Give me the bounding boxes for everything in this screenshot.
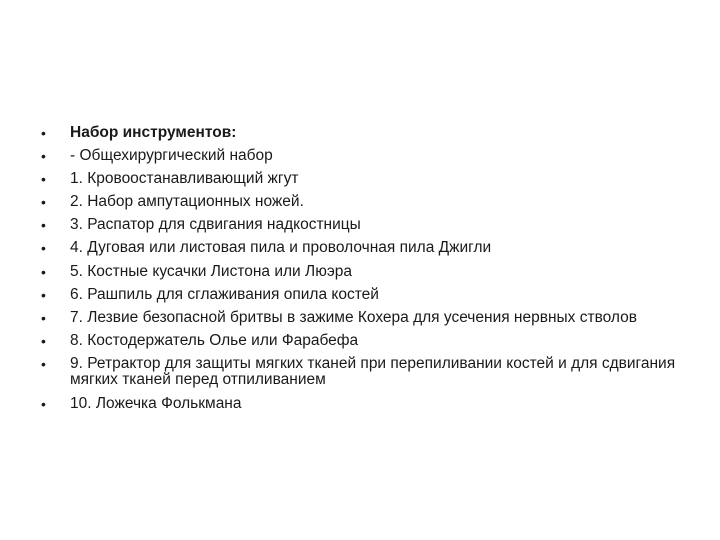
list-item [41,125,681,142]
list-item [41,310,681,327]
list-item-text: 9. Ретрактор для защиты мягких тканей при перепиливании костей и для сдвигания мягких тканей перед отпиливанием [70,354,676,389]
list-item-text: 6. Рашпиль для сглаживания опила костей [70,285,379,303]
bullet-icon: • [41,148,46,165]
bullet-icon: • [41,240,46,257]
bullet-icon: • [41,286,46,303]
list-item-text: 8. Костодержатель Олье или Фарабефа [70,331,359,349]
bullet-icon: • [41,332,46,349]
list-item-text: 1. Кровоостанавливающий жгут [70,170,299,188]
list-item [41,240,681,257]
list-item [41,333,681,350]
bullet-icon: • [41,309,46,326]
list-item [41,287,681,304]
bullet-icon: • [41,395,46,412]
list-item [41,264,681,281]
list-item-text: 7. Лезвие безопасной бритвы в зажиме Кохера для усечения нервных стволов [70,308,637,326]
bullet-icon: • [41,263,46,280]
list-item-text: - Общехирургический набор [70,147,273,165]
list-item [41,356,681,389]
list-item [41,194,681,211]
list-item-text: 4. Дуговая или листовая пила и проволочная пила Джигли [70,239,492,257]
list-item-text: 2. Набор ампутационных ножей. [70,193,304,211]
bullet-icon: • [41,125,46,141]
list-item-text: 3. Распатор для сдвигания надкостницы [70,216,361,234]
list-item-text: 5. Костные кусачки Листона или Люэра [70,262,352,280]
list-item [41,148,681,165]
bullet-icon: • [41,171,46,188]
list-heading: Набор инструментов: [70,124,237,141]
bullet-icon: • [41,194,46,211]
list-item [41,396,681,413]
instrument-list [41,125,681,419]
list-item [41,217,681,234]
list-item-text: 10. Ложечка Фолькмана [70,394,242,412]
list-item [41,171,681,188]
bullet-icon: • [41,355,46,372]
bullet-icon: • [41,217,46,234]
